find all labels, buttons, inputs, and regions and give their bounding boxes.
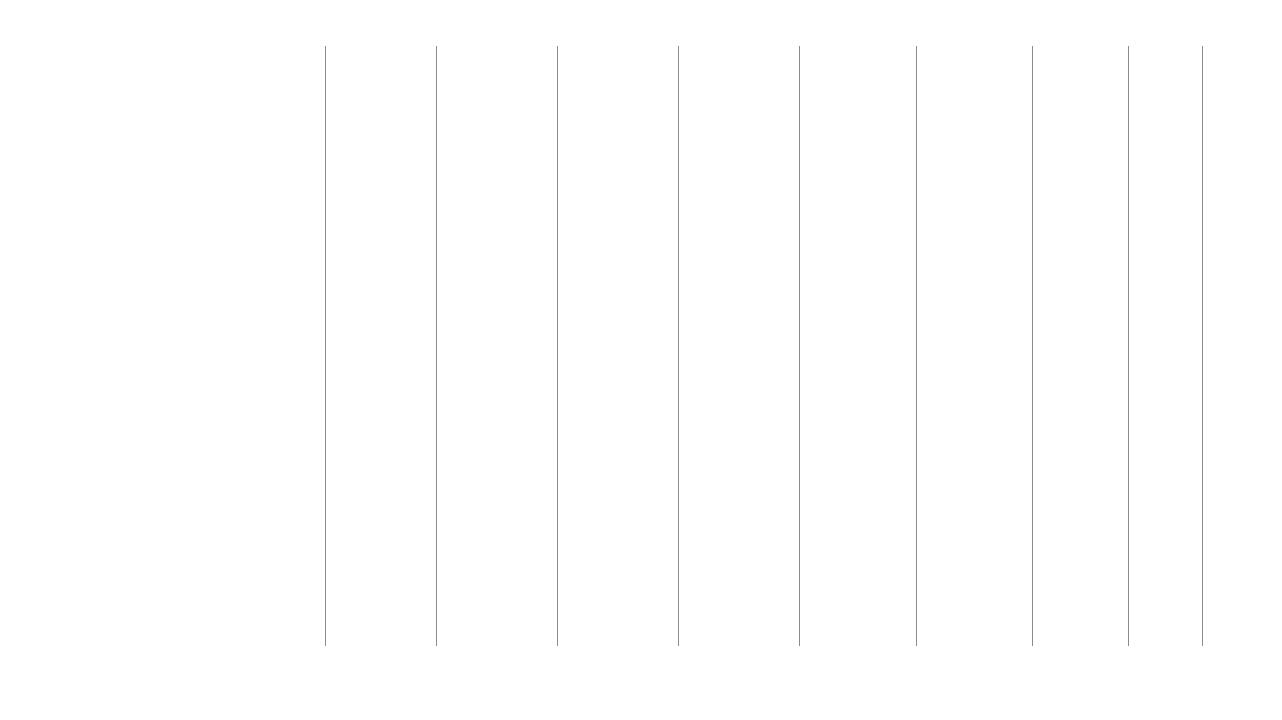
column-separator	[1202, 46, 1203, 646]
column-separator	[916, 46, 917, 646]
column-separator	[1128, 46, 1129, 646]
column-separator	[799, 46, 800, 646]
column-separator	[557, 46, 558, 646]
column-separator	[1032, 46, 1033, 646]
column-separator	[436, 46, 437, 646]
column-separator	[325, 46, 326, 646]
column-separator	[678, 46, 679, 646]
